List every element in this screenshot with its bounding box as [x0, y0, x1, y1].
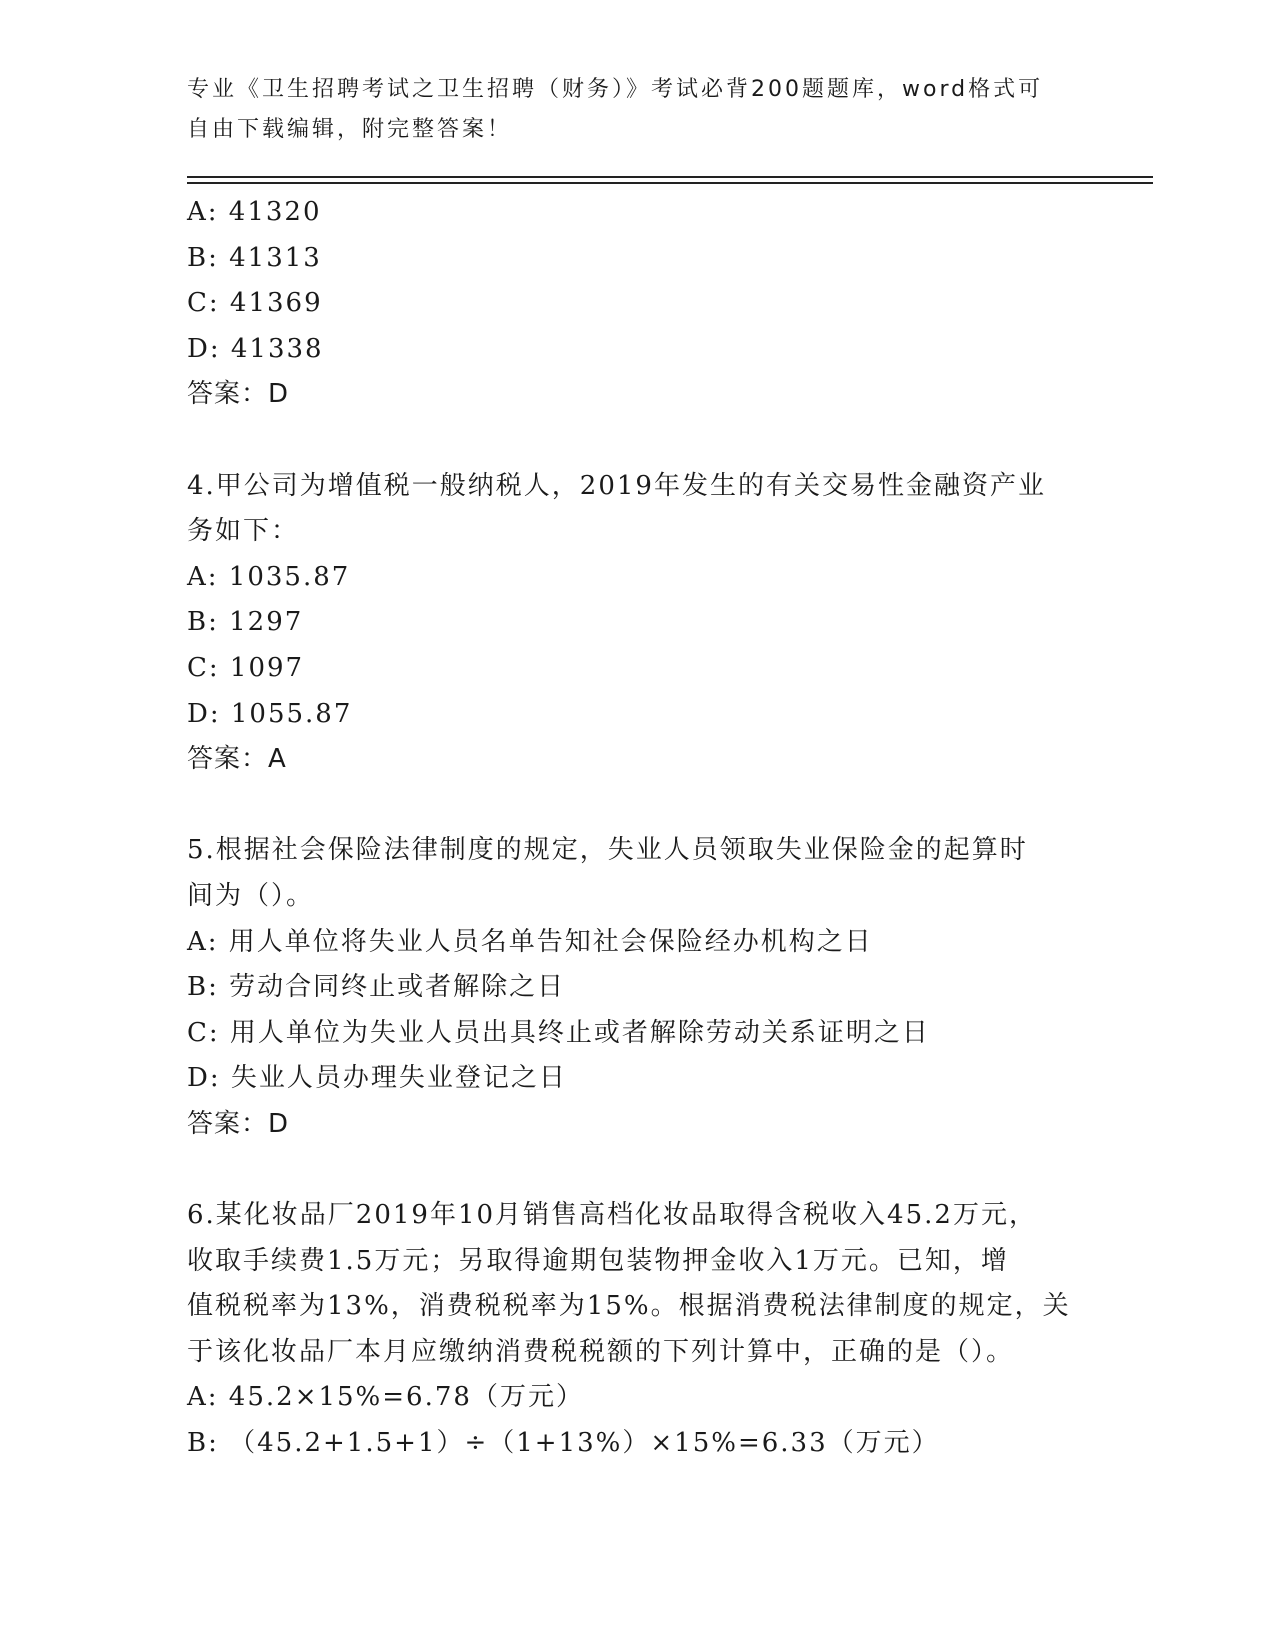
- question-text-line: 4.甲公司为增值税一般纳税人，2019年发生的有关交易性金融资产业: [187, 470, 1046, 501]
- question-text-line: 5.根据社会保险法律制度的规定，失业人员领取失业保险金的起算时: [187, 835, 1028, 866]
- question-text-line: 值税税率为13%，消费税税率为15%。根据消费税法律制度的规定，关: [187, 1291, 1071, 1322]
- option-a: A: 41320: [187, 197, 322, 227]
- question-4: [187, 464, 1087, 783]
- question-text-line: 间为（）。: [187, 880, 315, 911]
- option-c: C: 41369: [187, 288, 323, 319]
- document-header: [187, 70, 1067, 150]
- option-a: A: 1035.87: [187, 561, 351, 592]
- answer: 答案：D: [187, 1108, 290, 1139]
- option-b: B: 劳动合同终止或者解除之日: [187, 972, 566, 1003]
- header-rule-top: [187, 176, 1153, 178]
- option-a: A: 45.2×15%=6.78（万元）: [187, 1382, 584, 1413]
- option-c: C: 用人单位为失业人员出具终止或者解除劳动关系证明之日: [187, 1017, 930, 1048]
- option-b: B: 41313: [187, 242, 322, 273]
- question-text-line: 6.某化妆品厂2019年10月销售高档化妆品取得含税收入45.2万元，: [187, 1200, 1037, 1231]
- option-b: B: （45.2+1.5+1）÷（1+13%）×15%=6.33（万元）: [187, 1428, 940, 1459]
- spacer: [187, 783, 1087, 829]
- answer: 答案：A: [187, 744, 287, 775]
- question-6: [187, 1193, 1087, 1467]
- option-c: C: 1097: [187, 652, 305, 683]
- question-text-line: 务如下：: [187, 516, 300, 547]
- option-d: D: 1055.87: [187, 698, 353, 729]
- question-text-line: 于该化妆品厂本月应缴纳消费税税额的下列计算中，正确的是（）。: [187, 1336, 1015, 1367]
- answer: 答案：D: [187, 379, 290, 410]
- question-list: [187, 190, 1087, 1467]
- option-d: D: 41338: [187, 333, 324, 364]
- question-text-line: 收取手续费1.5万元；另取得逾期包装物押金收入1万元。已知，增: [187, 1245, 1009, 1276]
- option-b: B: 1297: [187, 607, 304, 638]
- spacer: [187, 418, 1087, 464]
- question-3: [187, 190, 1087, 418]
- option-a: A: 用人单位将失业人员名单告知社会保险经办机构之日: [187, 926, 873, 957]
- option-d: D: 失业人员办理失业登记之日: [187, 1063, 567, 1094]
- header-rule-bottom: [187, 182, 1153, 184]
- header-title: 专业《卫生招聘考试之卫生招聘（财务）》考试必背200题题库，word格式可自由下载编辑，附完整答案！: [187, 77, 1044, 142]
- question-5: [187, 828, 1087, 1147]
- spacer: [187, 1147, 1087, 1193]
